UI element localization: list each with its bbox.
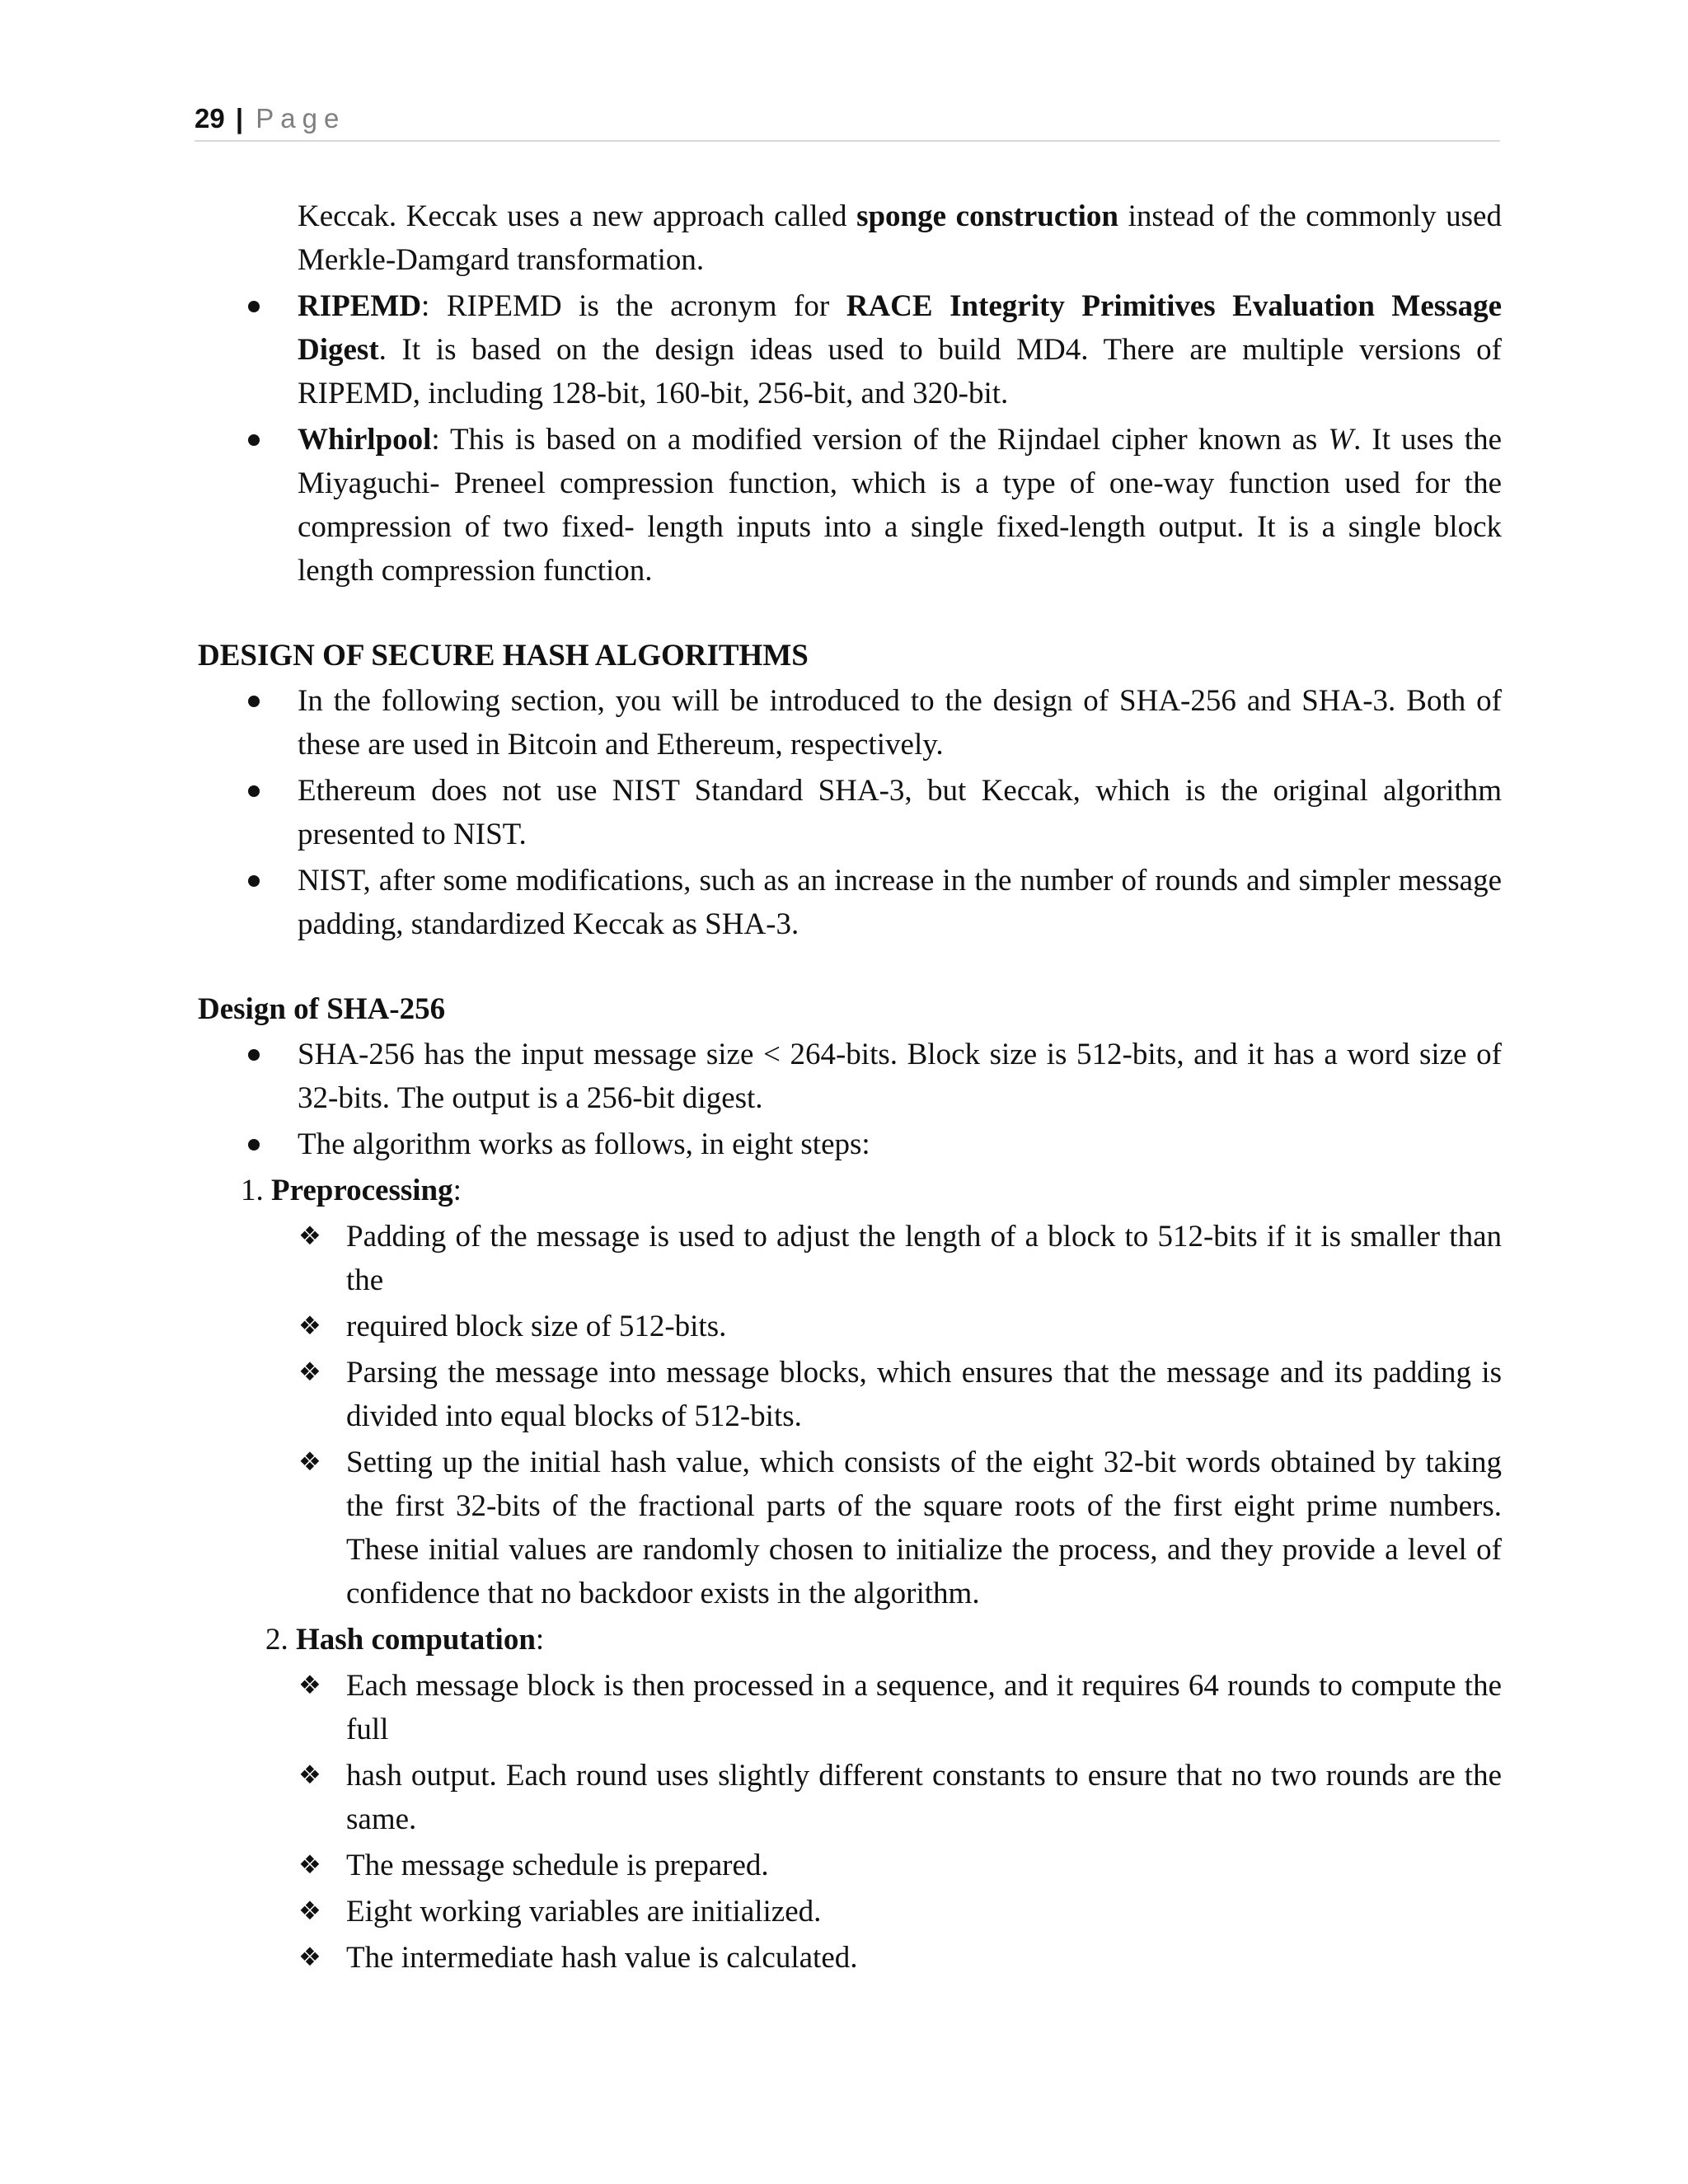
text: instead of the commonly used Merkle-Damgard transformation.: [298, 199, 1502, 277]
term-ripemd: RIPEMD: [298, 289, 422, 323]
list-item: [198, 1215, 1502, 1302]
text: : This is based on a modified version of the Rijndael cipher known as: [431, 423, 1329, 457]
step-label: Hash computation: [296, 1623, 536, 1657]
step-hash-computation: [198, 1618, 1502, 1661]
step-colon: :: [535, 1623, 545, 1657]
list-item: Ethereum does not use NIST Standard SHA-3, but Keccak, which is the original algorithm presented to NIST.: [198, 769, 1502, 856]
diamond-bullet-icon: ❖: [298, 1671, 321, 1700]
section-heading-design: DESIGN OF SECURE HASH ALGORITHMS: [198, 639, 809, 673]
diamond-bullet-icon: ❖: [298, 1760, 321, 1790]
sha256-bullet-list: [198, 1033, 1502, 1166]
list-item: [198, 1351, 1502, 1438]
text: Keccak. Keccak uses a new approach called: [298, 199, 857, 233]
list-item: SHA-256 has the input message size < 264-bits. Block size is 512-bits, and it has a word size of 32-bits. The output is a 256-bit digest.: [198, 1033, 1502, 1120]
diamond-bullet-icon: ❖: [298, 1943, 321, 1972]
term-whirlpool: Whirlpool: [298, 423, 432, 457]
hash-algorithms-list: [198, 284, 1502, 593]
step-colon: :: [452, 1174, 462, 1207]
page-header: [195, 97, 1500, 142]
list-item-ripemd: [198, 284, 1502, 415]
hash-computation-list: [198, 1664, 1502, 1980]
diamond-bullet-icon: ❖: [298, 1850, 321, 1880]
list-item-text: The intermediate hash value is calculated.: [346, 1941, 858, 1975]
keccak-continuation-paragraph: [198, 194, 1502, 282]
bold-term: sponge construction: [856, 199, 1118, 233]
step-number: 1.: [241, 1174, 264, 1207]
diamond-bullet-icon: ❖: [298, 1896, 321, 1926]
bold-term: RACE Integrity Primitives Evaluation Message Digest: [298, 289, 1502, 367]
page-number: 29: [195, 103, 225, 134]
list-item: [198, 1441, 1502, 1615]
list-item-text: required block size of 512-bits.: [346, 1310, 727, 1343]
text: . It uses the Miyaguchi- Preneel compression function, which is a type of one-way function used for the compression of two fixed- length inputs into a single fixed-length output. It is a single block length compression function.: [298, 423, 1502, 588]
italic-term: W: [1328, 423, 1354, 457]
step-label: Preprocessing: [271, 1174, 453, 1207]
diamond-bullet-icon: ❖: [298, 1311, 321, 1341]
text: . It is based on the design ideas used to build MD4. There are multiple versions of RIPEMD, including 128-bit, 160-bit, 256-bit, and 320-bit.: [298, 333, 1502, 410]
list-item: [198, 1844, 1502, 1887]
list-item: In the following section, you will be introduced to the design of SHA-256 and SHA-3. Both of these are used in Bitcoin and Ethereum, respectively.: [198, 679, 1502, 766]
list-item: NIST, after some modifications, such as an increase in the number of rounds and simpler message padding, standardized Keccak as SHA-3.: [198, 859, 1502, 946]
step-preprocessing: [198, 1169, 1502, 1212]
list-item-text: Parsing the message into message blocks, which ensures that the message and its padding is divided into equal blocks of 512-bits.: [346, 1356, 1502, 1433]
list-item: [198, 1754, 1502, 1841]
list-item: The algorithm works as follows, in eight steps:: [198, 1122, 1502, 1166]
design-bullet-list: [198, 679, 1502, 946]
step-number: 2.: [265, 1623, 288, 1657]
list-item-text: The message schedule is prepared.: [346, 1849, 769, 1882]
header-separator: |: [235, 103, 244, 134]
preprocessing-list: [198, 1215, 1502, 1615]
list-item: [198, 1890, 1502, 1933]
list-item: [198, 1664, 1502, 1751]
diamond-bullet-icon: ❖: [298, 1357, 321, 1387]
diamond-bullet-icon: ❖: [298, 1221, 321, 1251]
list-item-text: Eight working variables are initialized.: [346, 1895, 822, 1929]
list-item-whirlpool: [198, 418, 1502, 593]
list-item: [198, 1305, 1502, 1348]
section-heading-sha256: Design of SHA-256: [198, 992, 446, 1026]
page-content: [198, 194, 1502, 1982]
list-item: [198, 1936, 1502, 1980]
list-item-text: Padding of the message is used to adjust the length of a block to 512-bits if it is smaller than the: [346, 1220, 1502, 1297]
diamond-bullet-icon: ❖: [298, 1447, 321, 1477]
text: : RIPEMD is the acronym for: [421, 289, 846, 323]
page-label: Page: [256, 103, 346, 134]
list-item-text: Each message block is then processed in a sequence, and it requires 64 rounds to compute the full: [346, 1669, 1502, 1746]
list-item-text: hash output. Each round uses slightly different constants to ensure that no two rounds are the same.: [346, 1759, 1502, 1836]
list-item-text: Setting up the initial hash value, which consists of the eight 32-bit words obtained by taking the first 32-bits of the fractional parts of the square roots of the first eight prime numbers. These initial values are randomly chosen to initialize the process, and they provide a level of confidence that no backdoor exists in the algorithm.: [346, 1446, 1502, 1610]
